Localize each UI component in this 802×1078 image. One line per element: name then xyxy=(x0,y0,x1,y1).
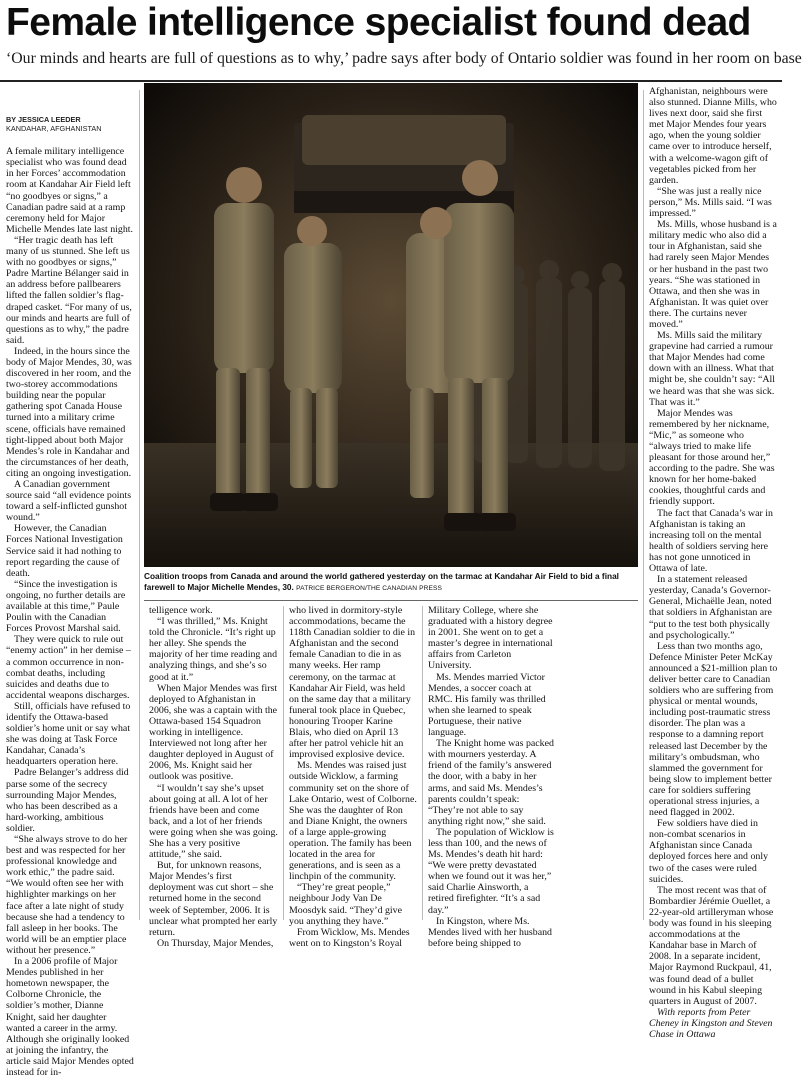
paragraph: In a 2006 profile of Major Mendes published in her hometown newspaper, the Colborne Chronicle, the soldier’s mother, Dianne Knight, said her daughter wanted a career in the army. Although she originally looked at joining the infantry, the article said Major Mendes opted instead for in- xyxy=(6,956,134,1078)
paragraph: Still, officials have refused to identify the Ottawa-based soldier’s home unit or say what she was doing at Task Force Kandahar, Canada’s headquarters operation here. xyxy=(6,700,131,768)
paragraph: Padre Belanger’s address did parse some of the secrecy surrounding Major Mendes, who has been described as a hard-working, ambitious soldier. xyxy=(6,767,129,834)
caption-rule xyxy=(144,600,638,601)
column-1 xyxy=(6,115,134,1078)
paragraph: A female military intelligence specialist who was found dead in her Forces’ accommodation room at Kandahar Air Field left “no goodbyes or signs,” a Canadian padre said at a ramp ceremony held for Major Michelle Mendes late last night. xyxy=(6,146,133,235)
paragraph: On Thursday, Major Mendes, xyxy=(157,937,274,949)
paragraph: “I wouldn’t say she’s upset about going at all. A lot of her friends have been and come back, and a lot of her friends were going when she was going. She has a very positive attitude,” she said. xyxy=(149,782,278,861)
paragraph: The population of Wicklow is less than 100, and the news of Ms. Mendes’s death hit hard: “We were pretty devastated when we found out it was her,” said Charlie Ainsworth, a retired firefighter. “It’s a sad day.” xyxy=(428,826,554,916)
paragraph: The fact that Canada’s war in Afghanistan is taking an increasing toll on the mental health of soldiers serving here has not gone unnoticed in Ottawa of late. xyxy=(649,507,773,575)
paragraph: “I was thrilled,” Ms. Knight told the Chronicle. “It’s right up her alley. She spends the majority of her time reading and analyzing things, and she’s so good at it.” xyxy=(149,616,278,683)
paragraph: Few soldiers have died in non-combat scenarios in Afghanistan since Canada deployed forces here and only two of the cases were ruled suicides. xyxy=(649,818,769,885)
paragraph: Less than two months ago, Defence Minister Peter McKay announced a $21-million plan to deliver better care to Canadian soldiers who are suffering from physical or mental wounds, including post-traumatic stress disorder. The plan was a response to a damning report released last December by the military’s ombudsman, who slammed the government for being slow to implement better care for soldiers suffering operational stress injuries, a need flagged in 2002. xyxy=(649,640,778,819)
paragraph: When Major Mendes was first deployed to Afghanistan in 2006, she was a captain with the Ottawa-based 154 Squadron working in intelligence. Interviewed not long after her daughter deployed in August of 2006, Ms. Knight said her outlook was positive. xyxy=(149,682,278,783)
header-rule xyxy=(0,80,782,82)
paragraph: Military College, where she graduated with a history degree in 2001. She went on to get a master’s degree in international affairs from Carleton University. xyxy=(428,605,553,672)
column-4 xyxy=(428,605,556,949)
contributor-note: With reports from Peter Cheney in Kingston and Steven Chase in Ottawa xyxy=(649,1006,773,1040)
paragraph: Afghanistan, neighbours were also stunned. Dianne Mills, who lives next door, said she first met Major Mendes four years ago, when the young soldier came over to introduce herself, with a welcome-wagon gift of vegetables picked from her garden. xyxy=(649,86,777,186)
paragraph: However, the Canadian Forces National Investigation Service said it had nothing to report regarding the cause of death. xyxy=(6,523,123,579)
news-photo xyxy=(144,83,638,567)
paragraph: From Wicklow, Ms. Mendes went on to Kingston’s Royal xyxy=(289,926,410,949)
dateline: KANDAHAR, AFGHANISTAN xyxy=(6,123,102,133)
caption-text: Coalition troops from Canada and around the world gathered yesterday on the tarmac at Kandahar Air Field to bid a final farewell to Major Michelle Mendes, 30. xyxy=(144,571,619,592)
paragraph: They were quick to rule out “enemy action” in her demise – a common occurrence in non-combat deaths, including suicides and deaths due to accidental weapons discharges. xyxy=(6,634,131,701)
paragraph: Ms. Mills said the military grapevine had carried a rumour that Major Mendes had come down with an illness. What that might be, she couldn’t say: “All we heard was that she was sick. That was it.” xyxy=(649,330,775,408)
paragraph: Indeed, in the hours since the body of Major Mendes, 30, was discovered in her room, and the two-storey accommodations building near the popular gathering spot Canada House turned into a military crime scene, officials have remained tight-lipped about both Major Mendes’s role in Kandahar and the circumstances of her death, citing an ongoing investigation. xyxy=(6,345,132,479)
column-divider xyxy=(422,606,423,920)
column-divider xyxy=(643,90,644,920)
paragraph: who lived in dormitory-style accommodations, became the 118th Canadian soldier to die in Afghanistan and the second female Canadian to die in as many weeks. Her ramp ceremony, on the tarmac at Kandahar Air Field, was held on the same day that a military funeral took place in Quebec, honouring Trooper Karine Blais, who died on April 13 after her patrol vehicle hit an improvised explosive device. xyxy=(289,605,416,761)
paragraph: “She always strove to do her best and was respected for her professional knowledge and work ethic,” the padre said. “We would often see her with highlighter markings on her face after a late night of study because she had a tendency to fall asleep in her books. The world will be an emptier place without her presence.” xyxy=(6,834,128,956)
paragraph: “Since the investigation is ongoing, no further details are available at this time,” Paule Poulin with the Canadian Forces Provost Marshal said. xyxy=(6,578,126,635)
paragraph: In Kingston, where Ms. Mendes lived with her husband before being shipped to xyxy=(428,915,552,949)
column-3 xyxy=(289,605,417,949)
paragraph: Ms. Mills, whose husband is a military medic who also did a tour in Afghanistan, said she had rarely seen Major Mendes or her husband in the past two years. “She was stationed in Ottawa, and then she was in Afghanistan. It was quiet over there. The curtains never moved.” xyxy=(649,219,777,330)
paragraph: The Knight home was packed with mourners yesterday. A friend of the family’s answered the door, with a baby in her arms, and said Ms. Mendes’s parents couldn’t speak: “They’re not able to say anything right now,” she said. xyxy=(428,738,554,827)
casket-procession-illustration xyxy=(144,83,638,567)
paragraph: “She was just a really nice person,” Ms. Mills said. “I was impressed.” xyxy=(649,185,772,220)
photo-credit: PATRICE BERGERON/THE CANADIAN PRESS xyxy=(296,584,442,592)
paragraph: telligence work. xyxy=(149,605,213,616)
headline: Female intelligence specialist found dead xyxy=(6,1,751,44)
deck-subheadline: ‘Our minds and hearts are full of questions as to why,’ padre says after body of Ontario soldier was found in her room on base xyxy=(6,50,802,67)
column-5 xyxy=(649,86,778,1040)
photo-caption xyxy=(144,571,638,597)
paragraph: “They’re great people,” neighbour Jody Van De Moosdyk said. “They’d give you anything they have.” xyxy=(289,882,402,927)
column-divider xyxy=(139,90,140,920)
paragraph: The most recent was that of Bombardier Jérémie Ouellet, a 22-year-old artilleryman whose body was found in his sleeping accommodations at the Kandahar base in March of 2008. In a separate incident, Major Raymond Ruckpaul, 41, was found dead of a bullet wound in his Kabul sleeping quarters in August of 2007. xyxy=(649,884,774,1007)
column-2 xyxy=(149,605,278,949)
paragraph: But, for unknown reasons, Major Mendes’s first deployment was cut short – she returned home in the second week of September, 2006. It is unclear what prompted her early return. xyxy=(149,860,278,938)
paragraph: “Her tragic death has left many of us stunned. She left us with no goodbyes or signs,” Padre Martine Bélanger said in an address before pallbearers lifted the fallen soldier’s flag-draped casket. “For many of us, our minds and hearts are full of questions as to why,” the padre said. xyxy=(6,234,132,346)
byline: BY JESSICA LEEDER xyxy=(6,115,81,124)
paragraph: Ms. Mendes married Victor Mendes, a soccer coach at RMC. His family was thrilled when she learned to speak Portuguese, their native language. xyxy=(428,671,546,739)
paragraph: Ms. Mendes was raised just outside Wicklow, a farming community set on the shore of Lake Ontario, west of Colborne. She was the daughter of Ron and Diane Knight, the owners of a large apple-growing operation. The family has been located in the area for generations, and is seen as a linchpin of the community. xyxy=(289,760,417,883)
paragraph: Major Mendes was remembered by her nickname, “Mic,” as someone who “always tried to make life pleasant for those around her,” according to the padre. She was known for her home-baked cookies, thoughtful cards and friendly support. xyxy=(649,407,775,508)
paragraph: In a statement released yesterday, Canada’s Governor-General, Michaëlle Jean, noted that soldiers in Afghanistan are “put to the test both physically and psychologically.” xyxy=(649,574,772,641)
paragraph: A Canadian government source said “all evidence points toward a self-inflicted gunshot wound.” xyxy=(6,479,132,524)
column-divider xyxy=(283,606,284,920)
